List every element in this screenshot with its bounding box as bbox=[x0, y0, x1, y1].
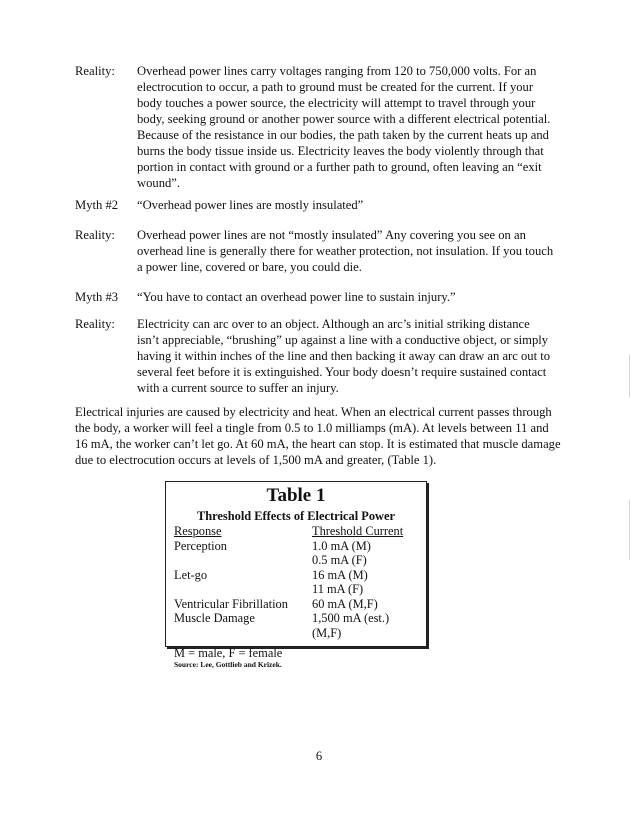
current-cell: 1,500 mA (est.)(M,F) bbox=[312, 611, 390, 640]
scan-artifact-line bbox=[629, 355, 630, 397]
table-legend: M = male, F = female bbox=[174, 646, 283, 660]
current-cell: 11 mA (F) bbox=[312, 582, 364, 596]
current-cell: 16 mA (M) bbox=[312, 567, 368, 582]
entry-text: Overhead power lines are not “mostly insulated” Any covering you see on an overhead line is generally there for weather protection, not insulation. If you touch a power line, covered or bare, you could die. bbox=[137, 228, 554, 274]
response-cell: Let-go bbox=[174, 567, 208, 582]
response-cell: Muscle Damage bbox=[174, 611, 255, 625]
table-title: Table 1 bbox=[266, 485, 326, 506]
myth-2-entry bbox=[75, 197, 555, 213]
table-row bbox=[174, 582, 418, 597]
entry-label: Reality: bbox=[75, 64, 115, 78]
reality-entry-3 bbox=[75, 316, 555, 396]
entry-text: “You have to contact an overhead power line to sustain injury.” bbox=[137, 290, 456, 304]
entry-label: Myth #2 bbox=[75, 198, 119, 212]
table-row bbox=[174, 611, 418, 640]
myth-3-entry bbox=[75, 289, 555, 305]
table-subtitle: Threshold Effects of Electrical Power bbox=[197, 509, 395, 523]
table-row bbox=[174, 597, 418, 612]
entry-label: Myth #3 bbox=[75, 290, 119, 304]
response-cell: Ventricular Fibrillation bbox=[174, 596, 288, 611]
table-source: Source: Lee, Gottlieb and Krizek. bbox=[174, 660, 282, 669]
current-cell: 0.5 mA (F) bbox=[312, 553, 367, 567]
entry-label: Reality: bbox=[75, 228, 115, 242]
entry-text: “Overhead power lines are mostly insulated” bbox=[137, 198, 364, 212]
column-header-current: Threshold Current bbox=[312, 524, 404, 538]
table-row bbox=[174, 568, 418, 583]
threshold-table bbox=[165, 481, 427, 669]
body-paragraph: Electrical injuries are caused by electricity and heat. When an electrical current passes through the body, a worker will feel a tingle from 0.5 to 1.0 milliamps (mA). At levels between 11 and 16 mA, the worker can’t let go. At 60 mA, the heart can stop. It is estimated that muscle damage due to electrocution occurs at levels of 1,500 mA and greater, (Table 1). bbox=[75, 405, 561, 467]
page-number: 6 bbox=[315, 749, 323, 763]
table-header-row bbox=[174, 524, 418, 539]
entry-label: Reality: bbox=[75, 317, 115, 331]
current-cell: 60 mA (M,F) bbox=[312, 596, 378, 611]
response-cell bbox=[174, 582, 312, 597]
entry-text: Electricity can arc over to an object. Although an arc’s initial striking distance isn’t appreciable, “brushing” up against a line with a conductive object, or simply having it within inches of the line and then backing it away can draw an arc out to several feet before it is extinguished. Your body doesn’t require sustained contact with a current source to suffer an injury. bbox=[137, 317, 551, 395]
table-row bbox=[174, 539, 418, 554]
response-cell: Perception bbox=[174, 538, 227, 553]
current-cell: 1.0 mA (M) bbox=[312, 538, 371, 553]
column-header-response: Response bbox=[174, 524, 222, 538]
reality-entry-1 bbox=[75, 63, 555, 191]
entry-text: Overhead power lines carry voltages ranging from 120 to 750,000 volts. For an electrocution to occur, a path to ground must be created for the current. If your body touches a power source, the electricity will attempt to travel through your body, seeking ground or another power source with a different electrical potential. Because of the resistance in our bodies, the path taken by the current heats up and burns the body tissue inside us. Electricity leaves the body violently through that portion in contact with ground or a further path to ground, often leaving an “exit wound”. bbox=[137, 64, 551, 190]
scan-artifact-line bbox=[629, 500, 630, 560]
response-cell bbox=[174, 553, 312, 568]
table-row bbox=[174, 553, 418, 568]
reality-entry-2 bbox=[75, 227, 555, 275]
